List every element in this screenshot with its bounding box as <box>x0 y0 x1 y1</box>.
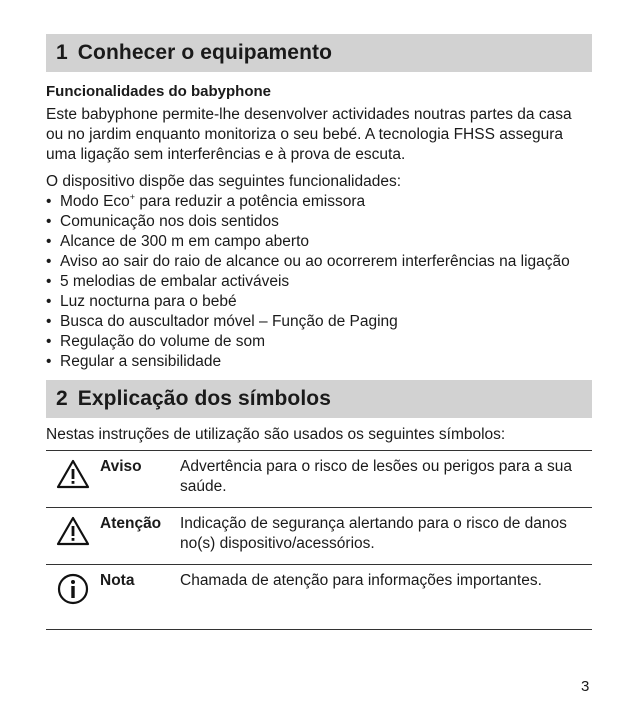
feature-text: Regular a sensibilidade <box>60 353 222 370</box>
symbol-icon-cell <box>46 508 100 565</box>
feature-text: Busca do auscultador móvel – Função de Paging <box>60 313 398 330</box>
warning-triangle-icon <box>56 459 90 489</box>
feature-text: Aviso ao sair do raio de alcance ou ao ocorrerem interferências na ligação <box>60 253 570 270</box>
bullet: • <box>46 253 52 270</box>
symbol-keyword: Nota <box>100 565 180 630</box>
bullet: • <box>46 313 52 330</box>
feature-text: Modo Eco <box>60 193 130 210</box>
symbol-description: Indicação de segurança alertando para o risco de danos no(s) dispositivo/acessórios. <box>180 508 592 565</box>
intro-paragraph: Este babyphone permite-lhe desenvolver actividades noutras partes da casa ou no jardim enquanto monitoriza o seu bebé. A tecnologia FHSS assegura uma ligação sem interferências e à prova de escuta. <box>46 106 572 163</box>
feature-text: Luz nocturna para o bebé <box>60 293 237 310</box>
superscript: + <box>129 192 136 202</box>
bullet: • <box>46 213 52 230</box>
section-number: 2 <box>56 387 68 410</box>
feature-text: 5 melodias de embalar activáveis <box>60 273 290 290</box>
feature-text: Alcance de 300 m em campo aberto <box>60 233 309 250</box>
section-title: Conhecer o equipamento <box>77 41 333 64</box>
list-item <box>46 252 592 272</box>
manual-page <box>46 0 592 630</box>
section-title: Explicação dos símbolos <box>77 387 331 410</box>
feature-list <box>46 192 592 372</box>
list-item <box>46 312 592 332</box>
list-item <box>46 332 592 352</box>
bullet: • <box>46 353 52 370</box>
subheading: Funcionalidades do babyphone <box>46 83 272 100</box>
list-item <box>46 272 592 292</box>
features-intro: O dispositivo dispõe das seguintes funcionalidades: <box>46 173 402 190</box>
bullet: • <box>46 193 52 210</box>
table-row <box>46 565 592 630</box>
bullet: • <box>46 293 52 310</box>
list-item <box>46 232 592 252</box>
symbol-icon-cell <box>46 565 100 630</box>
section-number: 1 <box>56 41 68 64</box>
bullet: • <box>46 273 52 290</box>
bullet: • <box>46 333 52 350</box>
table-row <box>46 451 592 508</box>
symbol-keyword: Aviso <box>100 451 180 508</box>
symbol-description: Advertência para o risco de lesões ou perigos para a sua saúde. <box>180 451 592 508</box>
symbol-keyword: Atenção <box>100 508 180 565</box>
page-number: 3 <box>581 678 590 695</box>
list-item <box>46 352 592 372</box>
symbol-description: Chamada de atenção para informações importantes. <box>180 565 592 630</box>
list-item <box>46 192 592 212</box>
symbols-table <box>46 450 592 630</box>
bullet: • <box>46 233 52 250</box>
symbol-icon-cell <box>46 451 100 508</box>
list-item <box>46 292 592 312</box>
info-circle-icon <box>57 573 89 605</box>
section-2-heading <box>46 380 592 418</box>
section-1-heading <box>46 34 592 72</box>
table-row <box>46 508 592 565</box>
feature-text-rest: para reduzir a potência emissora <box>135 193 366 210</box>
feature-text: Comunicação nos dois sentidos <box>60 213 279 230</box>
feature-text: Regulação do volume de som <box>60 333 266 350</box>
warning-triangle-icon <box>56 516 90 546</box>
list-item <box>46 212 592 232</box>
symbols-intro: Nestas instruções de utilização são usados os seguintes símbolos: <box>46 426 506 443</box>
